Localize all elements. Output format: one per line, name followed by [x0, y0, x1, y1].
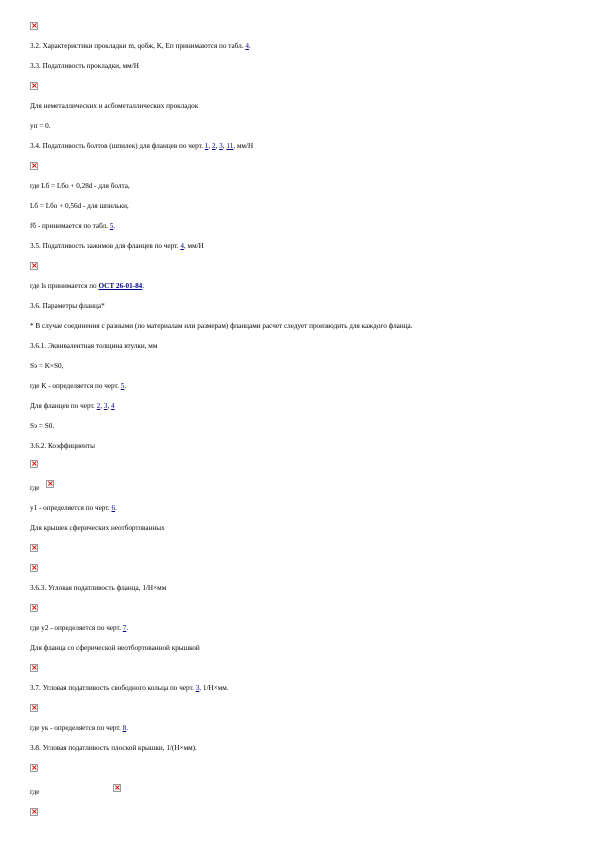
figure-link[interactable]: 2 [211, 142, 216, 150]
figure-link[interactable]: 3 [195, 684, 200, 692]
text: , мм/Н [183, 242, 204, 250]
text: . [113, 222, 116, 230]
broken-image-icon [30, 262, 38, 270]
text: где yк - определяется по черт. [30, 724, 123, 732]
figure-link[interactable]: 2 [96, 402, 101, 410]
text: , мм/Н [233, 142, 254, 150]
heading-3-5 [30, 242, 204, 251]
paragraph-flange-cover: Для фланца со сферической неотбортованной крышкой [30, 644, 200, 652]
broken-image-icon [113, 784, 121, 792]
figure-link[interactable]: 6 [111, 504, 116, 512]
formula-se: Sэ = K×S0, [30, 362, 64, 370]
formula-lsh: Lб = Lбо + 0,56d - для шпильки, [30, 202, 129, 210]
text: . [126, 724, 129, 732]
text: . [248, 42, 251, 50]
heading-3-3: 3.3. Податливость прокладки, мм/Н [30, 62, 139, 70]
broken-image-icon [30, 664, 38, 672]
text: где ls принимается по [30, 282, 99, 290]
broken-image-icon [30, 544, 38, 552]
text: где y2 - определяется по черт. [30, 624, 123, 632]
text: , 1/Н×мм. [199, 684, 229, 692]
broken-image-icon [30, 82, 38, 90]
heading-3-7 [30, 684, 229, 693]
standard-link[interactable]: ОСТ 26-01-84 [98, 282, 143, 290]
paragraph-k [30, 382, 126, 391]
paragraph-flanges: Для фланцев по черт. 2, 3, 4 [30, 402, 115, 410]
figure-link[interactable]: 5 [120, 382, 125, 390]
figure-link[interactable]: 3 [103, 402, 108, 410]
paragraph-fb [30, 222, 115, 231]
heading-3-6-1: 3.6.1. Эквивалентная толщина втулки, мм [30, 342, 158, 350]
heading-3-6-2: 3.6.2. Коэффициенты [30, 442, 95, 450]
formula-se0: Sэ = S0. [30, 422, 55, 430]
heading-3-4: 3.4. Податливость болтов (шпилек) для фланцев по черт. 1, 2, 3, 11, мм/Н [30, 142, 254, 150]
text: fб - принимается по табл. [30, 222, 110, 230]
broken-image-icon [30, 604, 38, 612]
heading-3-8: 3.8. Угловая податливость плоской крышки, 1/(Н×мм). [30, 744, 197, 752]
figure-link[interactable]: 4 [180, 242, 184, 250]
broken-image-icon [30, 22, 38, 30]
heading-3-6: 3.6. Параметры фланца* [30, 302, 105, 310]
broken-image-icon [30, 764, 38, 772]
text: 3.7. Угловая податливость свободного кольца по черт. [30, 684, 196, 692]
figure-link[interactable]: 8 [122, 724, 127, 732]
table-link[interactable]: 5 [109, 222, 114, 230]
broken-image-icon [46, 480, 54, 488]
paragraph-covers: Для крышек сферических неотбортованных [30, 524, 165, 532]
paragraph-nonmetal: Для неметаллических и асбометаллических прокладок [30, 102, 199, 110]
text: Для фланцев по черт. [30, 402, 97, 410]
paragraph-ost [30, 282, 144, 291]
label-where: где [30, 484, 40, 492]
text: . [115, 504, 117, 512]
paragraph-3-2 [30, 42, 251, 51]
heading-3-6-3: 3.6.3. Угловая податливость фланца, 1/Н×мм [30, 584, 167, 592]
figure-link[interactable]: 3 [219, 142, 223, 150]
broken-image-icon [30, 704, 38, 712]
table-link[interactable]: 4 [245, 42, 249, 50]
figure-link[interactable]: 11 [226, 142, 234, 150]
text: где K - определяется по черт. [30, 382, 121, 390]
paragraph-yk [30, 724, 128, 733]
text: 3.4. Податливость болтов (шпилек) для фланцев по черт. [30, 142, 205, 150]
broken-image-icon [30, 808, 38, 816]
formula-lb: где Lб = Lбо + 0,28d - для болта, [30, 182, 130, 190]
paragraph-y1 [30, 504, 117, 513]
figure-link[interactable]: 7 [122, 624, 127, 632]
text: . [126, 624, 129, 632]
figure-link[interactable]: 1 [204, 142, 209, 150]
broken-image-icon [30, 162, 38, 170]
text: 3.2. Характеристики прокладки m, qобж, K, Eп принимаются по табл. [30, 42, 246, 50]
figure-link[interactable]: 4 [111, 402, 115, 410]
label-where: где [30, 788, 40, 796]
paragraph-y2 [30, 624, 128, 633]
formula-yp: yп = 0. [30, 122, 51, 130]
broken-image-icon [30, 564, 38, 572]
broken-image-icon [30, 460, 38, 468]
text: 3.5. Податливость зажимов для фланцев по черт. [30, 242, 181, 250]
text: . [124, 382, 127, 390]
text: y1 - определяется по черт. [30, 504, 112, 512]
text: . [142, 282, 145, 290]
footnote: * В случае соединения с разными (по материалам или размерам) фланцами расчет следует производить для каждого фланца. [30, 322, 413, 330]
